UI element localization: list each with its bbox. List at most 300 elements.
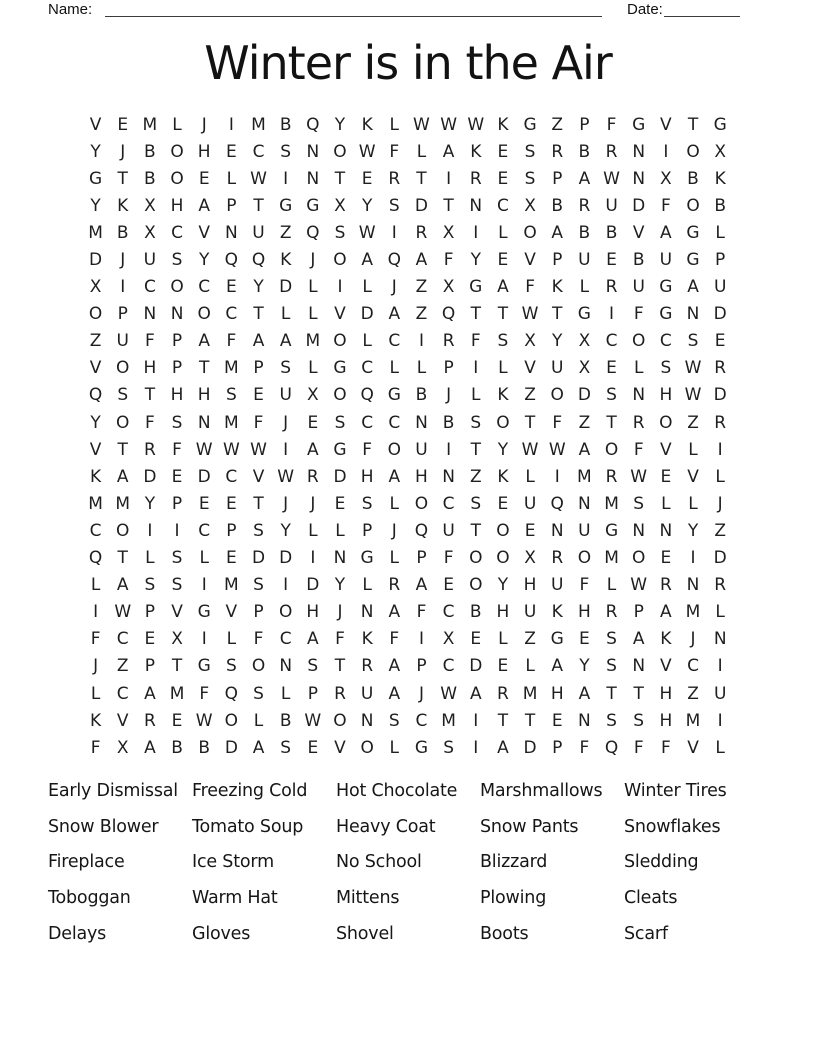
grid-cell: O <box>469 575 483 596</box>
grid-cell: L <box>498 358 508 379</box>
grid-cell: O <box>170 141 184 162</box>
grid-cell: J <box>446 385 452 406</box>
grid-cell: A <box>388 466 401 487</box>
grid-cell: E <box>497 250 509 271</box>
grid-cell: M <box>305 331 321 352</box>
grid-cell: B <box>714 195 726 216</box>
grid-cell: B <box>198 737 211 758</box>
word-list-item: No School <box>336 852 422 873</box>
grid-cell: C <box>659 331 672 352</box>
grid-cell: W <box>250 439 267 460</box>
grid-cell: W <box>684 358 702 379</box>
grid-cell: I <box>174 520 180 541</box>
grid-cell: B <box>551 195 564 216</box>
grid-cell: B <box>632 250 645 271</box>
grid-cell: N <box>225 222 238 243</box>
grid-cell: A <box>388 656 401 677</box>
grid-cell: O <box>88 304 103 325</box>
grid-cell: S <box>253 575 264 596</box>
grid-cell: Z <box>415 277 428 298</box>
grid-cell: K <box>470 141 482 162</box>
grid-cell: X <box>442 277 455 298</box>
grid-cell: S <box>171 250 183 271</box>
grid-cell: J <box>283 412 289 433</box>
grid-cell: Y <box>361 195 373 216</box>
grid-cell: M <box>685 710 701 731</box>
grid-cell: L <box>253 710 264 731</box>
grid-cell: I <box>473 222 479 243</box>
grid-cell: W <box>304 710 322 731</box>
grid-cell: G <box>333 358 347 379</box>
grid-cell: I <box>283 439 289 460</box>
grid-cell: V <box>116 710 129 731</box>
word-list <box>48 773 768 952</box>
grid-cell: O <box>632 548 646 569</box>
grid-cell: S <box>470 493 482 514</box>
grid-cell: A <box>469 683 482 704</box>
grid-cell: T <box>606 412 617 433</box>
grid-cell: Q <box>550 493 564 514</box>
grid-cell: W <box>195 710 213 731</box>
grid-cell: N <box>659 520 673 541</box>
grid-cell: R <box>388 575 401 596</box>
grid-cell: E <box>579 629 590 650</box>
grid-cell: Q <box>88 385 103 406</box>
grid-cell: I <box>717 439 723 460</box>
grid-cell: L <box>715 602 725 623</box>
grid-cell: G <box>659 304 673 325</box>
grid-cell: Y <box>497 575 509 596</box>
grid-cell: A <box>632 629 645 650</box>
grid-cell: S <box>687 331 699 352</box>
grid-cell: K <box>361 629 373 650</box>
grid-cell: L <box>199 548 209 569</box>
word-list-item: Cleats <box>624 888 678 909</box>
grid-cell: D <box>224 737 238 758</box>
grid-cell: L <box>362 331 372 352</box>
grid-cell: W <box>358 141 376 162</box>
grid-cell: L <box>226 168 237 189</box>
grid-cell: F <box>633 439 644 460</box>
grid-cell: S <box>524 141 536 162</box>
grid-cell: E <box>225 548 237 569</box>
grid-cell: D <box>251 548 266 569</box>
grid-cell: P <box>253 358 264 379</box>
grid-cell: P <box>362 520 373 541</box>
grid-cell: P <box>171 331 183 352</box>
grid-cell: E <box>198 168 210 189</box>
grid-cell: O <box>387 439 401 460</box>
grid-cell: S <box>361 493 373 514</box>
grid-cell: U <box>632 277 645 298</box>
grid-cell: Z <box>415 304 428 325</box>
name-input-line[interactable] <box>105 0 602 17</box>
grid-cell: G <box>713 114 727 135</box>
grid-cell: F <box>90 737 101 758</box>
grid-cell: U <box>360 683 374 704</box>
grid-cell: A <box>551 222 564 243</box>
grid-cell: E <box>524 520 536 541</box>
grid-cell: Y <box>280 520 291 541</box>
word-list-item: Mittens <box>336 888 400 909</box>
grid-cell: B <box>605 222 618 243</box>
grid-cell: C <box>89 520 102 541</box>
grid-cell: R <box>551 548 564 569</box>
grid-cell: G <box>686 222 700 243</box>
grid-cell: M <box>604 548 619 569</box>
grid-cell: L <box>90 575 101 596</box>
grid-cell: K <box>551 277 563 298</box>
grid-cell: I <box>418 629 424 650</box>
grid-cell: L <box>661 493 671 514</box>
grid-cell: J <box>120 141 126 162</box>
grid-cell: Q <box>224 250 239 271</box>
grid-cell: K <box>90 466 102 487</box>
grid-cell: C <box>198 520 211 541</box>
grid-cell: T <box>171 656 183 677</box>
grid-cell: K <box>497 385 509 406</box>
grid-cell: N <box>686 575 700 596</box>
grid-cell: O <box>170 168 184 189</box>
grid-cell: C <box>279 629 292 650</box>
grid-cell: C <box>442 493 455 514</box>
grid-cell: L <box>715 737 725 758</box>
grid-cell: U <box>252 222 265 243</box>
grid-cell: V <box>660 114 672 135</box>
grid-cell: C <box>361 358 374 379</box>
grid-cell: T <box>524 412 536 433</box>
grid-cell: M <box>88 222 103 243</box>
grid-cell: N <box>360 710 374 731</box>
grid-cell: C <box>143 277 156 298</box>
word-list-item: Winter Tires <box>624 780 727 801</box>
grid-cell: G <box>686 250 700 271</box>
grid-cell: O <box>251 656 266 677</box>
grid-cell: G <box>333 439 347 460</box>
grid-cell: A <box>198 331 211 352</box>
grid-cell: F <box>633 304 644 325</box>
grid-cell: O <box>550 385 564 406</box>
grid-cell: N <box>632 656 646 677</box>
grid-cell: L <box>90 683 101 704</box>
grid-cell: V <box>524 358 536 379</box>
grid-cell: L <box>389 114 400 135</box>
grid-cell: D <box>713 304 727 325</box>
grid-cell: U <box>713 683 727 704</box>
grid-cell: S <box>388 195 400 216</box>
grid-cell: J <box>310 493 316 514</box>
grid-cell: B <box>578 222 591 243</box>
grid-cell: O <box>333 250 347 271</box>
grid-cell: B <box>279 710 292 731</box>
grid-cell: C <box>198 277 211 298</box>
grid-cell: U <box>578 250 591 271</box>
grid-cell: P <box>117 304 128 325</box>
grid-cell: H <box>550 683 564 704</box>
grid-cell: T <box>687 114 699 135</box>
grid-cell: O <box>333 141 347 162</box>
word-list-item: Plowing <box>480 888 547 909</box>
grid-cell: T <box>253 493 264 514</box>
grid-cell: W <box>630 575 648 596</box>
grid-cell: E <box>551 710 563 731</box>
grid-cell: X <box>442 222 455 243</box>
grid-cell: B <box>116 222 129 243</box>
grid-cell: E <box>225 141 237 162</box>
grid-cell: H <box>306 602 320 623</box>
grid-cell: A <box>198 195 211 216</box>
grid-cell: D <box>360 304 374 325</box>
grid-cell: U <box>578 520 591 541</box>
grid-cell: N <box>686 304 700 325</box>
grid-cell: A <box>687 277 699 298</box>
grid-cell: D <box>469 656 483 677</box>
grid-cell: T <box>199 358 210 379</box>
grid-cell: J <box>337 602 343 623</box>
grid-cell: I <box>717 710 723 731</box>
grid-cell: M <box>441 710 456 731</box>
word-list-item: Snow Blower <box>48 816 159 837</box>
grid-cell: N <box>333 548 347 569</box>
grid-cell: A <box>578 168 591 189</box>
grid-cell: I <box>446 168 452 189</box>
grid-cell: L <box>389 737 400 758</box>
grid-cell: T <box>334 656 346 677</box>
grid-cell: C <box>252 141 265 162</box>
puzzle-title: Winter is in the Air <box>204 36 612 90</box>
grid-cell: D <box>279 548 293 569</box>
grid-cell: T <box>253 195 264 216</box>
grid-cell: U <box>279 385 292 406</box>
grid-cell: I <box>310 548 316 569</box>
grid-cell: A <box>660 602 672 623</box>
grid-cell: R <box>306 466 319 487</box>
grid-cell: G <box>197 656 211 677</box>
grid-cell: X <box>524 195 536 216</box>
word-list-item: Early Dismissal <box>48 780 178 801</box>
grid-cell: R <box>605 466 618 487</box>
grid-cell: A <box>442 141 455 162</box>
grid-cell: K <box>497 466 509 487</box>
grid-cell: N <box>170 304 184 325</box>
grid-cell: M <box>142 114 158 135</box>
grid-cell: W <box>250 168 267 189</box>
grid-cell: H <box>659 683 673 704</box>
grid-cell: N <box>360 602 374 623</box>
word-list-item: Blizzard <box>480 852 548 873</box>
grid-cell: O <box>116 412 130 433</box>
grid-cell: S <box>334 222 346 243</box>
grid-cell: L <box>308 358 318 379</box>
grid-cell: S <box>606 710 617 731</box>
grid-cell: U <box>523 602 537 623</box>
grid-cell: S <box>633 710 645 731</box>
grid-cell: X <box>307 385 319 406</box>
grid-cell: R <box>361 656 374 677</box>
word-list-item: Gloves <box>192 923 251 944</box>
grid-cell: A <box>388 304 401 325</box>
grid-cell: C <box>442 602 455 623</box>
grid-cell: P <box>144 656 156 677</box>
grid-cell: U <box>659 250 673 271</box>
grid-cell: T <box>253 304 264 325</box>
grid-cell: S <box>497 331 509 352</box>
grid-cell: C <box>225 466 238 487</box>
grid-cell: P <box>171 493 183 514</box>
grid-cell: R <box>143 710 156 731</box>
word-list-item: Heavy Coat <box>336 816 436 837</box>
grid-cell: T <box>117 168 128 189</box>
grid-cell: H <box>170 385 184 406</box>
grid-cell: H <box>577 602 591 623</box>
grid-cell: O <box>333 385 347 406</box>
grid-cell: F <box>145 331 155 352</box>
grid-cell: J <box>201 114 207 135</box>
grid-cell: H <box>659 710 673 731</box>
grid-cell: F <box>443 548 454 569</box>
grid-cell: I <box>201 629 207 650</box>
grid-cell: R <box>632 412 645 433</box>
grid-cell: L <box>633 358 644 379</box>
grid-cell: Q <box>360 385 374 406</box>
grid-cell: Q <box>441 304 456 325</box>
grid-cell: R <box>415 222 428 243</box>
grid-cell: T <box>144 385 156 406</box>
grid-cell: Z <box>687 683 699 704</box>
grid-cell: I <box>283 575 289 596</box>
grid-cell: U <box>713 277 727 298</box>
grid-cell: T <box>552 304 563 325</box>
grid-cell: Q <box>224 683 239 704</box>
grid-cell: Y <box>90 412 101 433</box>
grid-cell: G <box>279 195 293 216</box>
grid-cell: G <box>604 520 619 541</box>
grid-cell: S <box>280 141 292 162</box>
grid-cell: U <box>551 575 564 596</box>
grid-cell: M <box>577 466 592 487</box>
grid-cell: C <box>442 656 455 677</box>
grid-cell: F <box>389 629 400 650</box>
grid-cell: O <box>686 195 700 216</box>
grid-cell: V <box>89 439 102 460</box>
grid-cell: N <box>306 168 320 189</box>
grid-cell: L <box>715 222 725 243</box>
grid-cell: S <box>388 710 400 731</box>
grid-cell: O <box>686 141 700 162</box>
grid-cell: T <box>470 304 481 325</box>
grid-cell: V <box>89 358 102 379</box>
grid-cell: L <box>362 575 372 596</box>
word-list-item: Sledding <box>624 852 699 873</box>
grid-cell: E <box>253 385 264 406</box>
grid-cell: B <box>144 168 156 189</box>
grid-cell: S <box>144 575 156 596</box>
grid-cell: A <box>415 250 428 271</box>
grid-cell: F <box>660 195 671 216</box>
grid-cell: L <box>525 656 535 677</box>
grid-cell: I <box>283 168 289 189</box>
grid-cell: I <box>663 141 669 162</box>
grid-cell: F <box>579 575 590 596</box>
grid-cell: H <box>360 466 374 487</box>
grid-cell: O <box>197 304 211 325</box>
grid-cell: K <box>90 710 102 731</box>
grid-cell: I <box>473 358 479 379</box>
grid-cell: A <box>388 683 401 704</box>
grid-cell: Y <box>144 493 156 514</box>
grid-cell: S <box>225 385 237 406</box>
word-list-item: Toboggan <box>48 888 131 909</box>
grid-cell: L <box>579 277 590 298</box>
grid-cell: G <box>306 195 320 216</box>
grid-cell: E <box>714 331 726 352</box>
grid-cell: X <box>442 629 455 650</box>
grid-cell: L <box>498 222 508 243</box>
grid-cell: F <box>416 602 427 623</box>
grid-cell: A <box>551 656 564 677</box>
grid-cell: E <box>307 737 319 758</box>
grid-cell: D <box>197 466 211 487</box>
grid-cell: C <box>116 683 129 704</box>
grid-cell: F <box>253 412 264 433</box>
grid-cell: F <box>335 629 345 650</box>
grid-cell: G <box>577 304 591 325</box>
grid-cell: R <box>659 575 672 596</box>
grid-cell: W <box>521 304 539 325</box>
grid-cell: H <box>523 575 537 596</box>
grid-cell: B <box>469 602 482 623</box>
grid-cell: Q <box>88 548 103 569</box>
grid-cell: L <box>335 520 345 541</box>
grid-cell: X <box>89 277 102 298</box>
grid-cell: P <box>552 250 563 271</box>
grid-cell: N <box>550 520 564 541</box>
grid-cell: B <box>279 114 292 135</box>
grid-cell: Z <box>89 331 102 352</box>
grid-cell: F <box>253 629 264 650</box>
grid-cell: A <box>252 737 265 758</box>
grid-cell: S <box>524 168 536 189</box>
grid-cell: Q <box>251 250 266 271</box>
word-list-item: Scarf <box>624 923 668 944</box>
grid-cell: G <box>387 385 401 406</box>
grid-cell: W <box>440 114 458 135</box>
grid-cell: D <box>306 575 320 596</box>
grid-cell: A <box>497 737 509 758</box>
grid-cell: Z <box>116 656 129 677</box>
grid-cell: S <box>443 737 454 758</box>
grid-cell: M <box>88 493 103 514</box>
word-list-item: Snowflakes <box>624 816 721 837</box>
grid-cell: F <box>389 141 400 162</box>
grid-cell: W <box>440 683 458 704</box>
grid-cell: J <box>717 493 723 514</box>
grid-cell: R <box>714 358 727 379</box>
grid-cell: B <box>171 737 183 758</box>
grid-cell: Y <box>497 439 509 460</box>
grid-cell: Y <box>470 250 481 271</box>
grid-cell: N <box>632 168 646 189</box>
grid-cell: G <box>360 548 374 569</box>
grid-cell: N <box>442 466 455 487</box>
grid-cell: I <box>609 304 615 325</box>
grid-cell: B <box>687 168 699 189</box>
date-input-line[interactable] <box>664 0 740 17</box>
grid-cell: X <box>578 358 591 379</box>
grid-cell: S <box>470 412 482 433</box>
grid-cell: R <box>497 683 509 704</box>
grid-cell: P <box>253 602 264 623</box>
